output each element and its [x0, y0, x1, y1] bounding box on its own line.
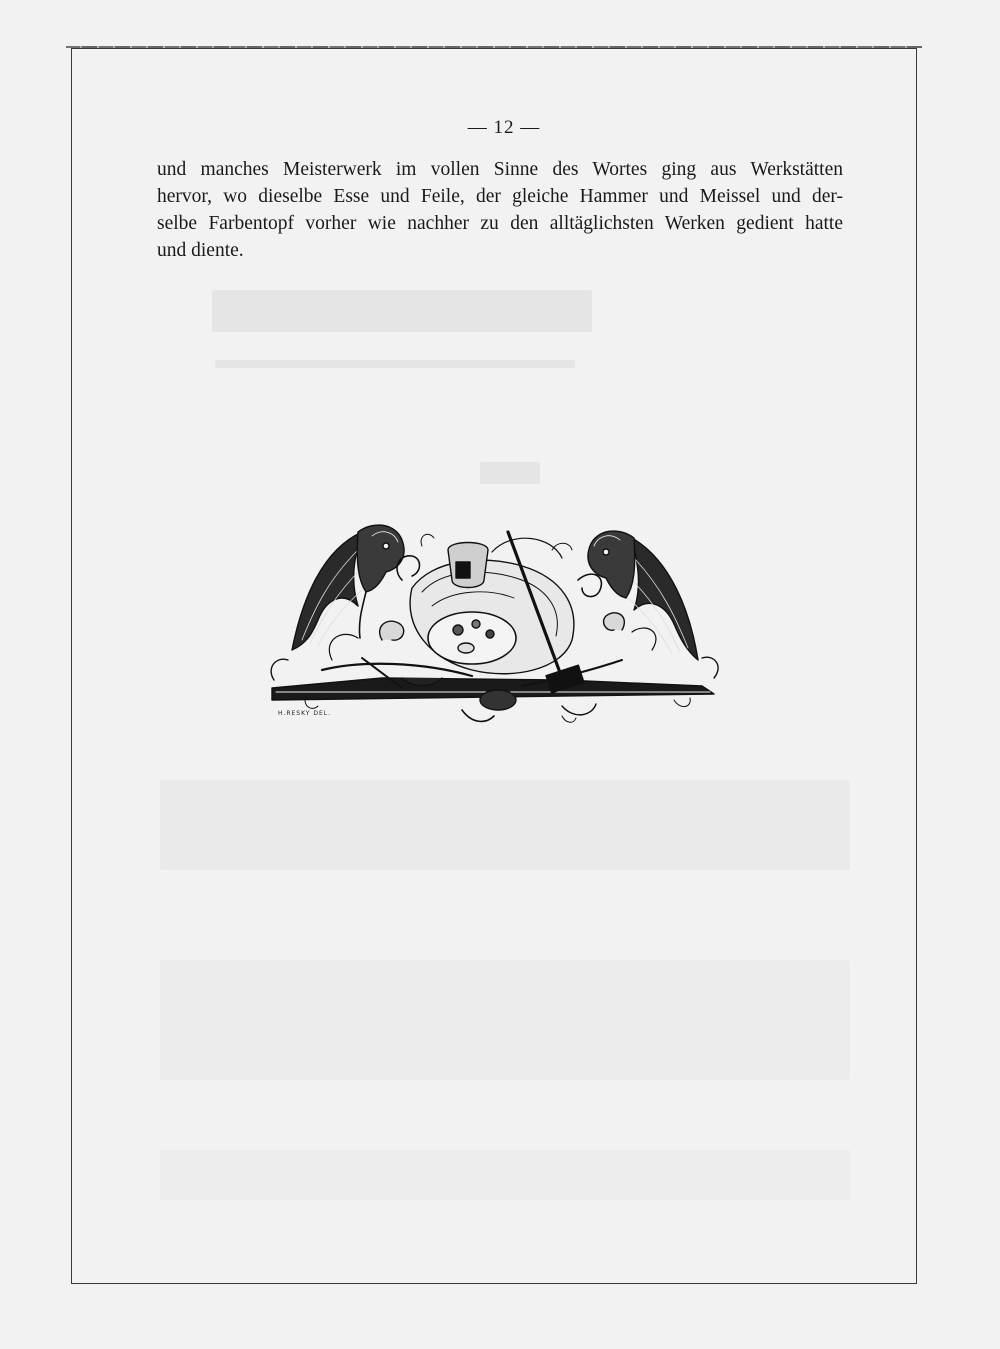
bleed-through-3 — [480, 462, 540, 484]
vignette-signature: H.RESKY DEL. — [278, 710, 332, 717]
bleed-through-1 — [212, 290, 592, 332]
text-line: hervor, wo dieselbe Esse und Feile, der gleiche Hammer und Meissel und der- — [157, 186, 843, 207]
bleed-through-5 — [160, 960, 850, 1080]
text-line: und manches Meisterwerk im vollen Sinne des Wortes ging aus Werkstätten — [157, 159, 843, 180]
body-paragraph — [157, 156, 843, 264]
vignette-illustration — [262, 510, 728, 746]
bleed-through-6 — [160, 1150, 850, 1200]
bleed-through-2 — [215, 360, 575, 368]
text-line: und diente. — [157, 240, 244, 261]
page-number: — 12 — — [467, 117, 541, 138]
text-line: selbe Farbentopf vorher wie nachher zu den alltäglichsten Werken gedient hatte — [157, 213, 843, 234]
bleed-through-4 — [160, 780, 850, 870]
